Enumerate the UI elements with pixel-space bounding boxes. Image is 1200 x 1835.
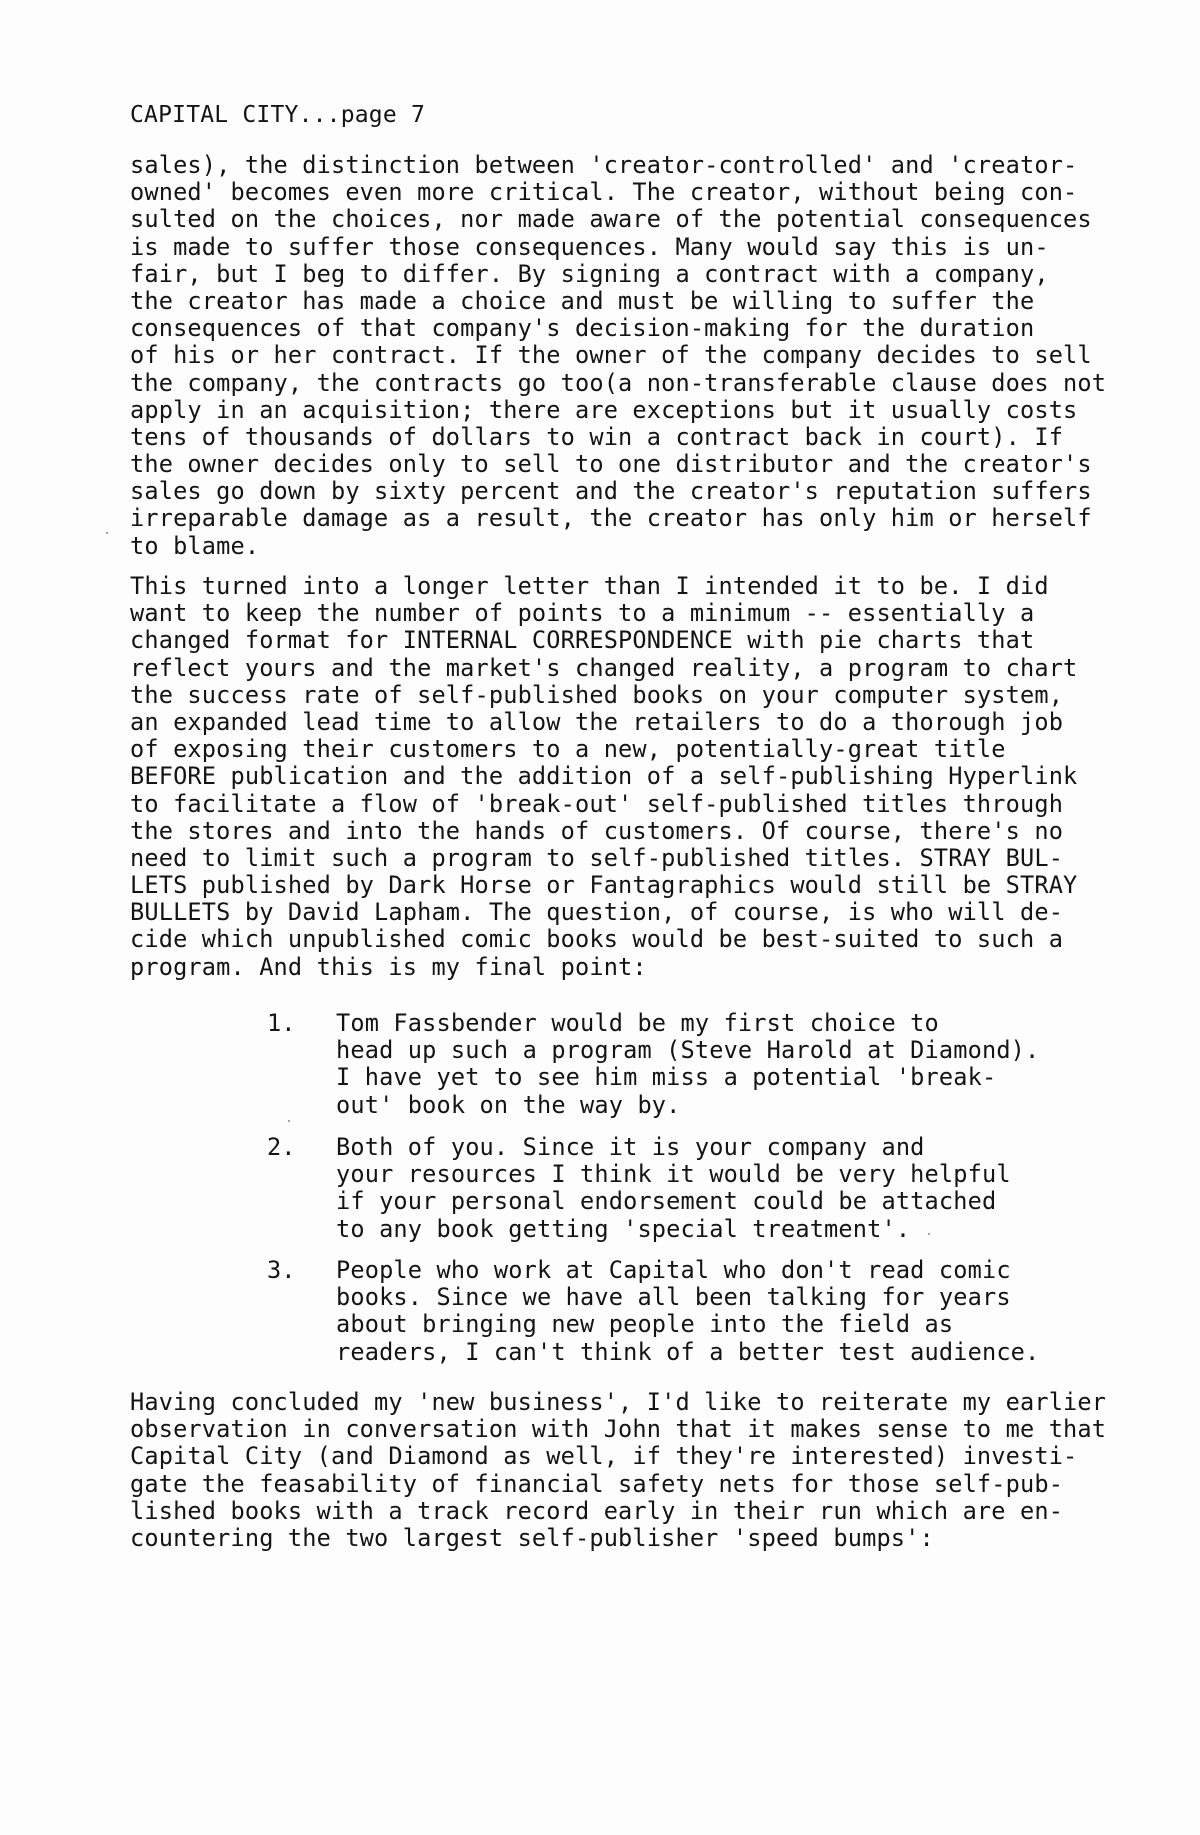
text-line: to facilitate a flow of 'break-out' self-published titles through <box>130 789 1064 818</box>
text-line: irreparable damage as a result, the creator has only him or herself <box>130 504 1092 533</box>
text-line: the stores and into the hands of customers. Of course, there's no <box>130 816 1064 845</box>
page-header: CAPITAL CITY...page 7 <box>130 102 425 128</box>
text-line: readers, I can't think of a better test audience. <box>336 1337 1040 1366</box>
text-line: Having concluded my 'new business', I'd like to reiterate my earlier <box>130 1388 1107 1416</box>
text-line: tens of thousands of dollars to win a contract back in court). If <box>130 422 1064 451</box>
text-line: Capital City (and Diamond as well, if they're interested) investi- <box>130 1442 1078 1471</box>
text-line: need to limit such a program to self-published titles. STRAY BUL- <box>130 843 1064 872</box>
text-line: the success rate of self-published books on your computer system, <box>130 680 1064 709</box>
list-item-text <box>336 1010 1039 1119</box>
text-line: gate the feasability of financial safety nets for those self-pub- <box>130 1469 1064 1498</box>
text-line: I have yet to see him miss a potential 'break- <box>336 1063 997 1092</box>
paper-speck <box>928 1233 930 1235</box>
list-number: 3. <box>267 1256 296 1284</box>
text-line: Tom Fassbender would be my first choice to <box>336 1009 939 1037</box>
paragraph-1 <box>130 151 1107 560</box>
text-line: This turned into a longer letter than I intended it to be. I did <box>130 572 1049 600</box>
list-number: 1. <box>267 1009 296 1037</box>
text-line: fair, but I beg to differ. By signing a contract with a company, <box>130 259 1049 288</box>
paragraph-2 <box>130 573 1080 981</box>
text-line: out' book on the way by. <box>336 1090 681 1119</box>
text-line: your resources I think it would be very helpful <box>336 1160 1011 1189</box>
text-line: the company, the contracts go too(a non-transferable clause does not <box>130 368 1107 397</box>
list-number: 2. <box>267 1133 296 1161</box>
text-line: an expanded lead time to allow the retailers to do a thorough job <box>130 707 1064 736</box>
text-line: apply in an acquisition; there are exceptions but it usually costs <box>130 395 1078 424</box>
text-line: owned' becomes even more critical. The creator, without being con- <box>130 178 1078 207</box>
text-line: if your personal endorsement could be attached <box>336 1187 997 1216</box>
text-line: consequences of that company's decision-making for the duration <box>130 314 1035 343</box>
list-item-text <box>336 1134 1011 1243</box>
text-line: lished books with a track record early in their run which are en- <box>130 1496 1064 1525</box>
text-line: changed format for INTERNAL CORRESPONDENCE with pie charts that <box>130 626 1035 655</box>
list-item-text <box>336 1257 1039 1366</box>
text-line: BULLETS by David Lapham. The question, of course, is who will de- <box>130 898 1064 927</box>
text-line: cide which unpublished comic books would be best-suited to such a <box>130 925 1064 954</box>
text-line: of his or her contract. If the owner of the company decides to sell <box>130 341 1092 370</box>
text-line: the owner decides only to sell to one distributor and the creator's <box>130 450 1092 479</box>
text-line: LETS published by Dark Horse or Fantagraphics would still be STRAY <box>130 871 1078 900</box>
text-line: BEFORE publication and the addition of a self-publishing Hyperlink <box>130 762 1078 791</box>
text-line: want to keep the number of points to a minimum -- essentially a <box>130 599 1035 628</box>
text-line: observation in conversation with John that it makes sense to me that <box>130 1415 1107 1444</box>
paragraph-3 <box>130 1388 1107 1552</box>
paper-speck <box>288 1120 290 1122</box>
text-line: to blame. <box>130 531 260 560</box>
text-line: reflect yours and the market's changed reality, a program to chart <box>130 653 1078 682</box>
text-line: People who work at Capital who don't read comic <box>336 1256 1011 1284</box>
text-line: books. Since we have all been talking for years <box>336 1283 1011 1312</box>
text-line: the creator has made a choice and must be willing to suffer the <box>130 286 1035 315</box>
text-line: Both of you. Since it is your company and <box>336 1133 925 1161</box>
paper-speck <box>106 532 108 534</box>
text-line: of exposing their customers to a new, potentially-great title <box>130 735 1006 764</box>
text-line: sulted on the choices, nor made aware of the potential consequences <box>130 205 1092 234</box>
text-line: to any book getting 'special treatment'. <box>336 1214 911 1243</box>
text-line: head up such a program (Steve Harold at Diamond). <box>336 1036 1040 1065</box>
text-line: program. And this is my final point: <box>130 952 647 981</box>
text-line: about bringing new people into the field as <box>336 1310 954 1339</box>
text-line: sales), the distinction between 'creator-controlled' and 'creator- <box>130 151 1078 179</box>
text-line: is made to suffer those consequences. Many would say this is un- <box>130 232 1049 261</box>
text-line: countering the two largest self-publisher 'speed bumps': <box>130 1523 934 1552</box>
text-line: sales go down by sixty percent and the creator's reputation suffers <box>130 477 1092 506</box>
